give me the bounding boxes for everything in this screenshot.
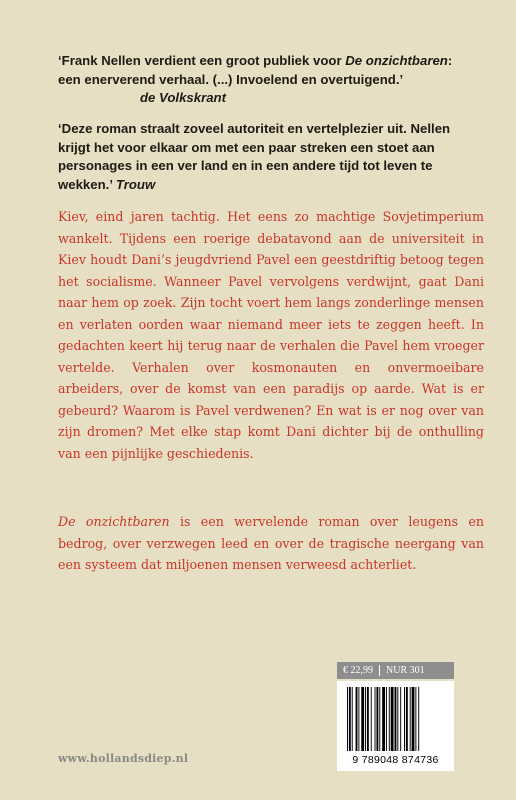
barcode-bar [412, 687, 415, 751]
quote1-source: de Volkskrant [140, 90, 226, 105]
barcode [337, 681, 454, 771]
quote-volkskrant-text [58, 52, 478, 89]
blurb-closing [58, 511, 484, 576]
barcode-bar [418, 687, 419, 751]
blurb1-text: Kiev, eind jaren tachtig. Het eens zo machtige Sovjetimperium wankelt. Tijdens een roerige debatavond aan de universiteit in Kiev houdt Dani’s jeugdvriend Pavel een geestdriftig betoog tegen het socialisme. Wanneer Pavel vervolgens verdwijnt, gaat Dani naar hem op zoek. Zijn tocht voert hem langs zonderlinge mensen en verlaten oorden waar niemand meer iets te zeggen heeft. In gedachten keert hij terug naar de verhalen die Pavel hem vroeger vertelde. Verhalen over kosmonauten en onvermoeibare arbeiders, over de komst van een paradijs op aarde. Wat is er gebeurd? Waarom is Pavel verdwenen? En wat is er nog over van zijn dromen? Met elke stap komt Dani dichter bij de onthulling van een pijnlijke geschiedenis. [58, 209, 484, 461]
barcode-bar [349, 687, 351, 751]
blurb-summary [58, 206, 484, 464]
quote-trouw-text [58, 120, 478, 194]
barcode-bar [415, 687, 416, 751]
barcode-bar [379, 687, 380, 751]
barcode-bar [365, 687, 366, 751]
barcode-bar [352, 687, 353, 751]
barcode-bar [397, 687, 398, 751]
quote2-source: Trouw [115, 176, 156, 192]
barcode-bar [391, 687, 394, 751]
publisher-website[interactable]: www.hollandsdiep.nl [58, 752, 189, 765]
barcode-bar [375, 687, 376, 751]
nur-code: NUR 301 [386, 665, 425, 676]
barcode-bar [404, 687, 405, 751]
barcode-bar [389, 687, 390, 751]
price: € 22,99 [343, 665, 373, 676]
barcode-bar [410, 687, 411, 751]
blurb2-paragraph [58, 511, 484, 576]
quote-volkskrant [58, 52, 478, 108]
barcode-bar [406, 687, 408, 751]
blurb2-title: De onzichtbaren [58, 514, 170, 529]
quote1-title: De onzichtbaren [345, 53, 448, 68]
blurb2-text: is een wervelende roman over leugens en bedrog, over verzwegen leed en over de tragische neergang van een systeem dat miljoenen mensen verweesd achterliet. [58, 514, 484, 572]
barcode-bar [358, 687, 359, 751]
isbn-number: 9 789048 874736 [352, 754, 439, 766]
barcode-bar [371, 687, 372, 751]
barcode-bar [395, 687, 397, 751]
barcode-bar [400, 687, 401, 751]
quote1-rest: : een enerverend verhaal. (...) Invoelend en overtuigend.’ [58, 53, 453, 87]
quote-trouw [58, 120, 478, 194]
barcode-bars [347, 687, 444, 751]
barcode-bar [386, 687, 387, 751]
barcode-bar [382, 687, 385, 751]
barcode-bar [347, 687, 348, 751]
barcode-bar [361, 687, 364, 751]
quote1-text: ‘Frank Nellen verdient een groot publiek voor [58, 53, 346, 68]
barcode-bar [356, 687, 358, 751]
price-label [337, 662, 454, 679]
barcode-bar [367, 687, 369, 751]
quote2-text: ‘Deze roman straalt zoveel autoriteit en vertelplezier uit. Nellen krijgt het voor elkaar om met een paar streken een stoet aan personages in een ver land en in een andere tijd tot leven te wekken.’ [58, 121, 451, 192]
barcode-bar [376, 687, 378, 751]
